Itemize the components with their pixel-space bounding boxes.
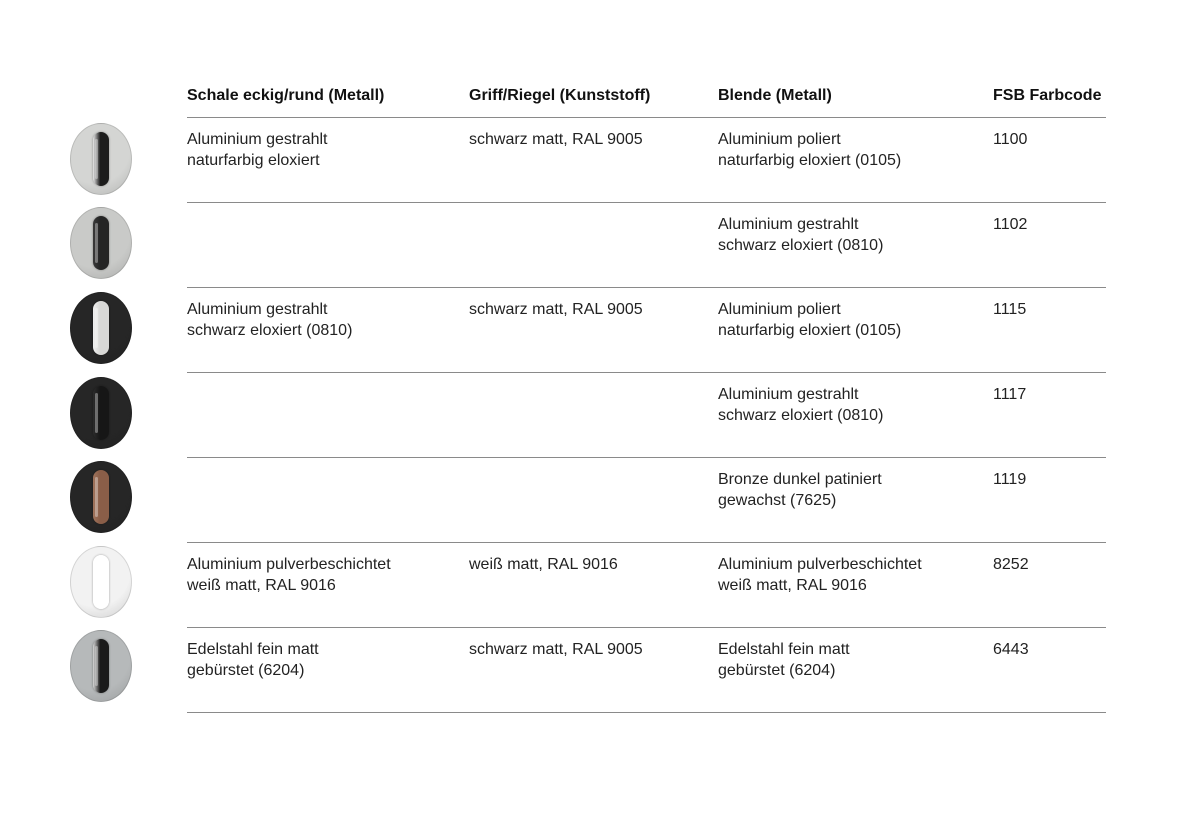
cell-shell	[187, 129, 328, 171]
finish-table	[187, 80, 1106, 713]
cell-line: naturfarbig eloxiert (0105)	[718, 322, 902, 339]
table-row	[187, 628, 1106, 713]
cell-cover	[718, 129, 901, 171]
finish-swatch-1102	[70, 207, 132, 279]
finish-swatch-1119	[70, 461, 132, 533]
cell-line: Aluminium gestrahlt	[187, 301, 328, 318]
header-shell: Schale eckig/rund (Metall)	[187, 87, 385, 104]
cell-handle: schwarz matt, RAL 9005	[469, 131, 643, 148]
bar-highlight	[95, 562, 98, 602]
bar-highlight	[95, 393, 98, 433]
table-row	[187, 203, 1106, 288]
cell-line: naturfarbig eloxiert	[187, 152, 320, 169]
cell-cover	[718, 299, 901, 341]
cell-line: schwarz eloxiert (0810)	[187, 322, 353, 339]
cell-shell	[187, 299, 352, 341]
cell-line: Aluminium pulverbeschichtet	[718, 556, 922, 573]
cell-handle: schwarz matt, RAL 9005	[469, 301, 643, 318]
cell-line: Aluminium gestrahlt	[718, 216, 859, 233]
cell-line: Aluminium gestrahlt	[718, 386, 859, 403]
cell-line: gebürstet (6204)	[718, 662, 836, 679]
cell-code: 1119	[993, 471, 1027, 488]
cell-line: Bronze dunkel patiniert	[718, 471, 882, 488]
cell-cover	[718, 639, 850, 681]
cell-code: 1117	[993, 386, 1027, 403]
cell-line: schwarz eloxiert (0810)	[718, 237, 884, 254]
cell-line: naturfarbig eloxiert (0105)	[718, 152, 902, 169]
header-cover: Blende (Metall)	[718, 87, 832, 104]
table-row	[187, 543, 1106, 628]
table-row	[187, 458, 1106, 543]
cell-code: 6443	[993, 641, 1029, 658]
cell-line: Edelstahl fein matt	[718, 641, 850, 658]
cell-line: schwarz eloxiert (0810)	[718, 407, 884, 424]
cell-shell	[187, 554, 391, 596]
bar-highlight	[95, 646, 98, 686]
cell-cover	[718, 554, 922, 596]
cell-line: gewachst (7625)	[718, 492, 837, 509]
cell-line: weiß matt, RAL 9016	[187, 577, 336, 594]
cell-line: weiß matt, RAL 9016	[718, 577, 867, 594]
header-handle: Griff/Riegel (Kunststoff)	[469, 87, 651, 104]
cell-cover	[718, 384, 883, 426]
finish-swatch-1117	[70, 377, 132, 449]
table-row	[187, 118, 1106, 203]
finish-swatch-8252	[70, 546, 132, 618]
cell-handle: weiß matt, RAL 9016	[469, 556, 618, 573]
finish-swatch-6443	[70, 630, 132, 702]
cell-line: Aluminium poliert	[718, 301, 841, 318]
cell-line: Edelstahl fein matt	[187, 641, 319, 658]
cell-code: 8252	[993, 556, 1029, 573]
cell-code: 1115	[993, 301, 1027, 318]
cell-cover	[718, 214, 883, 256]
header-code: FSB Farbcode	[993, 87, 1102, 104]
table-row	[187, 288, 1106, 373]
table-row	[187, 373, 1106, 458]
bar-highlight	[95, 139, 98, 179]
cell-cover	[718, 469, 882, 511]
cell-line: Aluminium poliert	[718, 131, 841, 148]
bar-highlight	[95, 308, 98, 348]
cell-line: gebürstet (6204)	[187, 662, 305, 679]
cell-handle: schwarz matt, RAL 9005	[469, 641, 643, 658]
cell-code: 1100	[993, 131, 1028, 148]
bar-highlight	[95, 477, 98, 517]
bar-highlight	[95, 223, 98, 263]
cell-line: Aluminium gestrahlt	[187, 131, 328, 148]
table-header	[187, 80, 1106, 118]
finish-swatch-1115	[70, 292, 132, 364]
finish-swatch-1100	[70, 123, 132, 195]
cell-line: Aluminium pulverbeschichtet	[187, 556, 391, 573]
cell-shell	[187, 639, 319, 681]
cell-code: 1102	[993, 216, 1028, 233]
